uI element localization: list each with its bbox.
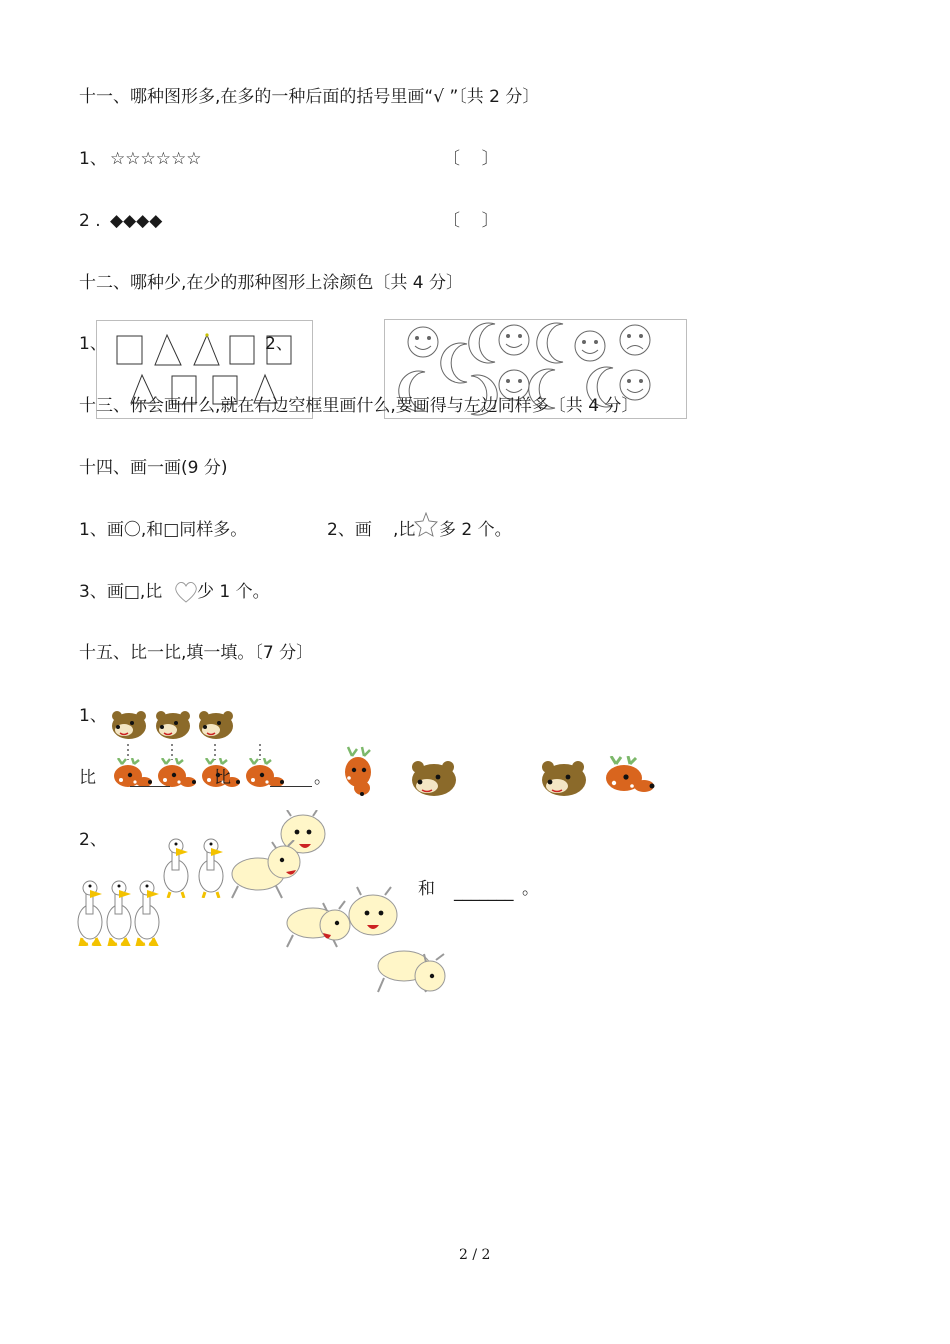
sad-face-icon [620,325,650,355]
moon-icon [441,343,467,383]
goose-icon [105,878,133,946]
q15-blank-end: 。 [314,768,331,788]
q12-title: 十二、哪种少,在少的那种图形上涂颜色〔共 4 分〕 [79,273,464,293]
page-number: 2 / 2 [459,1247,491,1263]
q14-item2-prefix: 2、画 [327,520,372,540]
answer-blank-1[interactable] [130,786,170,787]
q14-item2-suffix: 多 2 个。 [439,520,512,540]
bear-icon [197,710,235,740]
star-icon [414,512,438,538]
smile-face-icon [499,325,529,355]
q11-item2-bracket[interactable]: 〔 〕 [443,211,499,231]
goat-icon [228,840,306,900]
moon-icon [469,323,495,363]
q12-item1-label: 1、 [79,334,107,354]
deer-icon [108,758,152,794]
q14-item1: 1、画〇,和□同样多。 [79,520,248,540]
q15-item2-label: 2、 [79,830,107,850]
q11-item1-label: 1、 [79,149,107,169]
q13-title: 十三、你会画什么,就在右边空框里画什么,要画得与左边同样多〔共 4 分〕 [79,396,639,416]
heart-icon [173,580,199,604]
q14-item3-suffix: 少 1 个。 [197,582,270,602]
deer-icon [152,758,196,794]
q14-item2-mid: ,比 [393,520,416,540]
q11-item1-stars: ☆☆☆☆☆☆ [110,149,202,169]
q15-bi-1: 比 [79,768,96,788]
deer-standing-icon [338,746,380,798]
goose-icon [197,836,225,898]
goose-icon [76,878,104,946]
bear-icon [110,710,148,740]
q15-bi-2: 比 [214,768,231,788]
bear-icon [154,710,192,740]
goat-icon [374,942,452,1000]
q11-item2-diamonds: ◆◆◆◆ [110,211,163,231]
deer-icon [598,756,656,800]
q11-item2-label: 2 . [79,211,101,231]
q11-title: 十一、哪种图形多,在多的一种后面的括号里画“√ ”〔共 2 分〕 [79,87,540,107]
answer-blank-3[interactable]: _______ [454,882,514,902]
moon-icon [537,323,563,363]
q15-he: 和 [418,879,435,899]
q15-title: 十五、比一比,填一填。〔7 分〕 [79,643,314,663]
goose-icon [162,836,190,898]
answer-blank-2[interactable] [270,786,312,787]
smile-face-icon [408,327,438,357]
q14-title: 十四、画一画(9 分) [79,458,228,478]
q12-item2-label: 2、 [265,334,293,354]
bear-icon [540,760,588,798]
smile-face-icon [575,331,605,361]
q14-item3-prefix: 3、画□,比 [79,582,163,602]
goose-icon [133,878,161,946]
deer-icon [240,758,284,794]
bear-icon [410,760,458,798]
goat-icon [345,885,405,941]
q15-item1-label: 1、 [79,706,107,726]
q15-end-2: 。 [522,879,539,899]
q11-item1-bracket[interactable]: 〔 〕 [443,149,499,169]
